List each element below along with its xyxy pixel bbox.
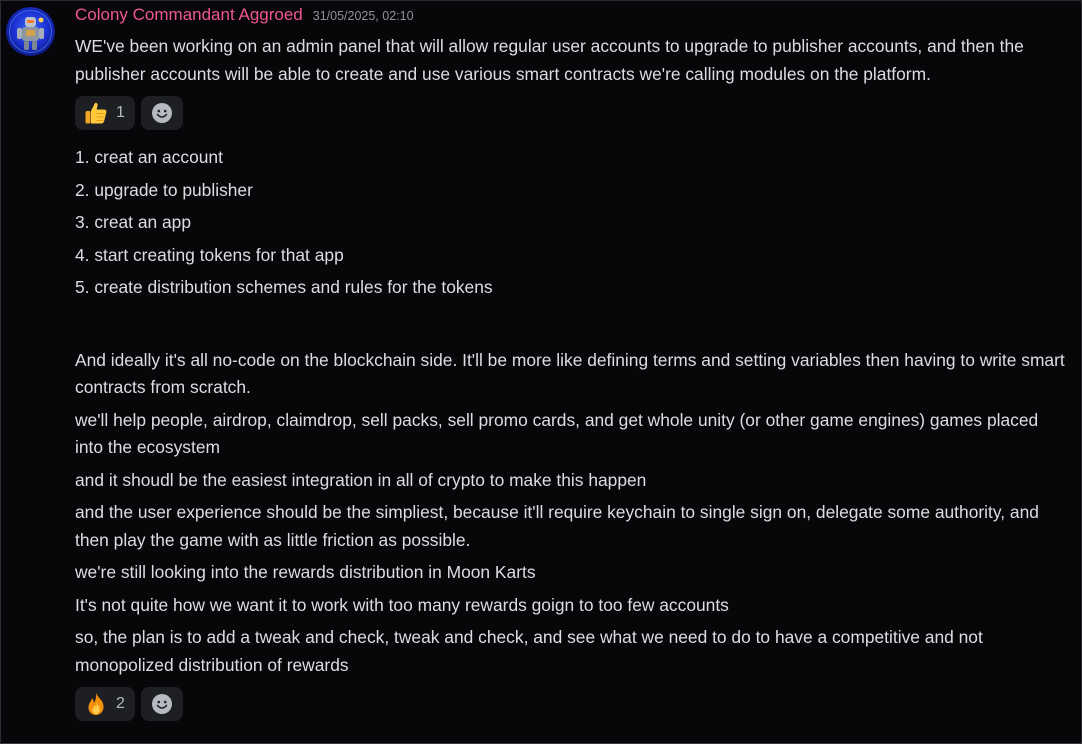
add-reaction-button[interactable] [141,96,183,130]
author-name[interactable]: Colony Commandant Aggroed [75,5,303,24]
add-reaction-button[interactable] [141,687,183,721]
message-line: so, the plan is to add a tweak and check, tweak and check, and see what we need to do to have a competitive and not monopolized distribution of rewards [75,627,983,675]
message-line: and it shoudl be the easiest integration in all of crypto to make this happen [75,469,647,490]
message-paragraph: WE've been working on an admin panel that will allow regular user accounts to upgrade to publisher accounts, and then the publisher accounts will be able to create and use various smart contracts we're calling modules on the platform. [75,36,1024,84]
message-line: It's not quite how we want it to work with too many rewards goign to too few accounts [75,594,729,615]
reaction-count: 2 [116,695,125,712]
smiley-icon [151,102,173,124]
fire-icon [83,691,109,717]
list-item: 3. creat an app [75,212,192,232]
list-item: 5. create distribution schemes and rules for the tokens [75,277,493,297]
message-header [75,5,1065,31]
timestamp: 31/05/2025, 02:10 [312,9,414,23]
reaction-fire[interactable] [75,687,135,721]
reaction-thumbs-up[interactable] [75,96,135,130]
ordered-steps [75,145,1065,308]
message-line: we're still looking into the rewards distribution in Moon Karts [75,562,536,582]
reaction-bar [75,687,1065,721]
reaction-bar [75,96,1065,130]
message [75,5,1065,721]
robot-avatar-icon [6,7,55,56]
message-line: And ideally it's all no-code on the blockchain side. It'll be more like defining terms and setting variables then having to write smart contracts from scratch. [75,349,1065,397]
message-line: and the user experience should be the simpliest, because it'll require keychain to single sign on, delegate some authority, and then play the game with as little friction as possible. [75,502,1039,550]
list-item: 4. start creating tokens for that app [75,244,344,265]
message-line: we'll help people, airdrop, claimdrop, sell packs, sell promo cards, and get whole unity (or other game engines) games placed into the ecosystem [75,409,1039,457]
avatar[interactable] [6,7,55,56]
reaction-count: 1 [116,104,125,121]
list-item: 2. upgrade to publisher [75,179,253,200]
thumbs-up-icon [83,100,109,126]
list-item: 1. creat an account [75,147,223,167]
smiley-icon [151,693,173,715]
